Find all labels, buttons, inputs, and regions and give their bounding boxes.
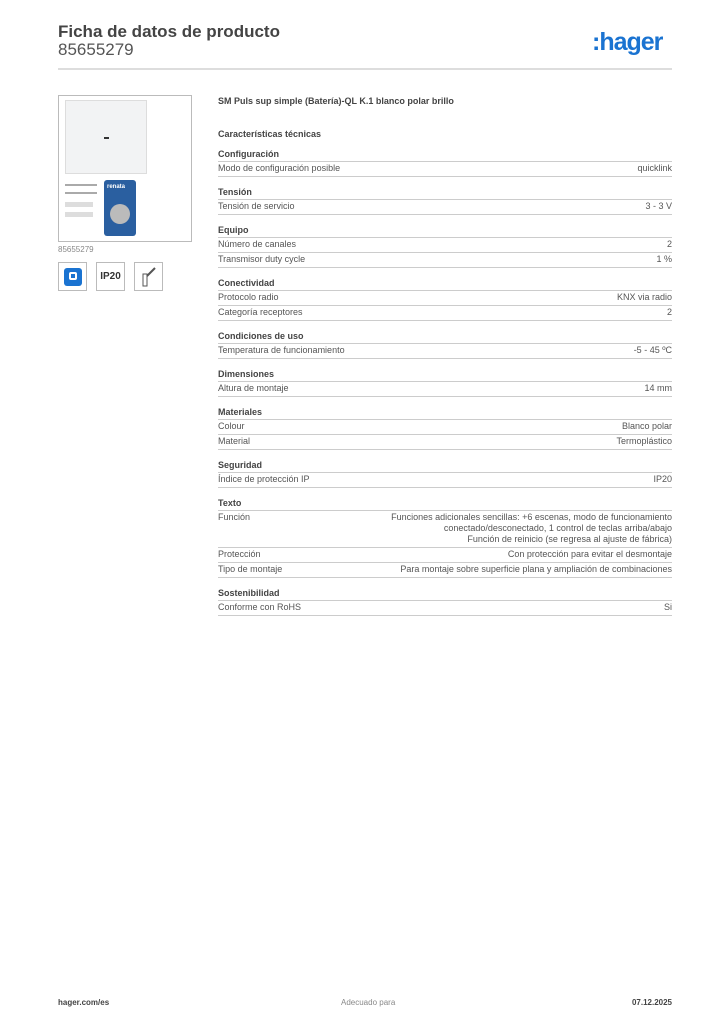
spec-row: [218, 238, 672, 253]
spec-label: Índice de protección IP: [218, 474, 310, 484]
spec-label: Función: [218, 512, 251, 522]
section-0: [218, 148, 672, 177]
section-8: [218, 497, 672, 578]
section-title: Sostenibilidad: [218, 587, 672, 601]
section-4: [218, 330, 672, 359]
spec-row: [218, 200, 672, 215]
page-title: Ficha de datos de producto: [58, 22, 280, 41]
spec-label: Modo de configuración posible: [218, 163, 341, 173]
spec-label: Tensión de servicio: [218, 201, 295, 211]
section-title: Materiales: [218, 406, 672, 420]
spec-value: [667, 239, 672, 250]
spec-value: [656, 254, 672, 265]
spec-row: [218, 548, 672, 563]
spec-value-line: 2: [666, 307, 672, 317]
spec-label: Colour: [218, 421, 245, 431]
spec-label: Conforme con RoHS: [218, 602, 302, 612]
spec-value-line: Blanco polar: [621, 421, 672, 431]
spec-row: [218, 306, 672, 321]
section-3: [218, 277, 672, 321]
spec-label: Material: [218, 436, 251, 446]
switch-plate: [65, 100, 147, 174]
characteristics-title: Características técnicas: [218, 129, 322, 139]
footer-date: 07.12.2025: [631, 998, 672, 1007]
spec-value-line: 2: [666, 239, 672, 249]
section-2: [218, 224, 672, 268]
section-title: Configuración: [218, 148, 672, 162]
coin-cell: [110, 204, 130, 224]
footer-note: Adecuado para: [341, 998, 396, 1007]
section-1: [218, 186, 672, 215]
section-5: [218, 368, 672, 397]
spec-value-line: 14 mm: [644, 383, 672, 393]
section-title: Tensión: [218, 186, 672, 200]
section-title: Texto: [218, 497, 672, 511]
spec-value-line: KNX via radio: [616, 292, 672, 302]
spec-label: Altura de montaje: [218, 383, 289, 393]
spec-value-line: quicklink: [637, 163, 672, 173]
spec-value: [617, 292, 672, 303]
battery: [104, 180, 136, 236]
section-6: [218, 406, 672, 450]
footer-website[interactable]: hager.com/es: [58, 998, 110, 1007]
spec-value: [645, 201, 672, 212]
spec-value: [644, 383, 672, 394]
product-image: [58, 95, 192, 242]
spec-value: [653, 474, 672, 485]
section-title: Equipo: [218, 224, 672, 238]
spec-row: [218, 253, 672, 268]
spec-row: [218, 420, 672, 435]
section-7: [218, 459, 672, 488]
spec-value: [391, 512, 672, 545]
spec-value-line: Termoplástico: [616, 436, 672, 446]
spec-row: [218, 435, 672, 450]
spec-row: [218, 291, 672, 306]
spec-row: [218, 601, 672, 616]
spec-label: Protocolo radio: [218, 292, 279, 302]
spec-value-line: Con protección para evitar el desmontaje: [507, 549, 672, 559]
product-number: 85655279: [58, 40, 134, 59]
spec-value: [634, 345, 672, 356]
image-number: 85655279: [58, 245, 94, 254]
spec-value: [400, 564, 672, 575]
product-name: SM Puls sup simple (Batería)-QL K.1 blanco polar brillo: [218, 96, 454, 106]
ip-label: IP20: [100, 271, 121, 282]
spec-value-line: conectado/desconectado, 1 control de teclas arriba/abajo: [443, 523, 672, 533]
spec-row: [218, 344, 672, 359]
spec-label: Protección: [218, 549, 261, 559]
spec-value: [637, 163, 672, 174]
spec-value-line: Función de reinicio (se regresa al ajuste de fábrica): [467, 534, 672, 544]
spec-value: [508, 549, 672, 560]
hager-logo: :hager: [592, 28, 663, 56]
spec-label: Temperatura de funcionamiento: [218, 345, 345, 355]
spec-value: [664, 602, 672, 613]
spec-row: [218, 563, 672, 578]
spec-row: [218, 382, 672, 397]
spec-value-line: 3 - 3 V: [645, 201, 672, 211]
dowel: [65, 202, 93, 207]
section-title: Conectividad: [218, 277, 672, 291]
ip20-icon: [96, 262, 125, 291]
led-indicator: [104, 137, 109, 139]
section-title: Condiciones de uso: [218, 330, 672, 344]
spec-label: Categoría receptores: [218, 307, 303, 317]
section-title: Dimensiones: [218, 368, 672, 382]
section-9: [218, 587, 672, 616]
mounting-icon: [134, 262, 163, 291]
header-divider: [58, 68, 672, 70]
spec-value-line: IP20: [653, 474, 672, 484]
spec-value: [667, 307, 672, 318]
spec-value-line: -5 - 45 ºC: [633, 345, 672, 355]
spec-value: [622, 421, 672, 432]
spec-row: [218, 162, 672, 177]
spec-row: [218, 511, 672, 548]
spec-value-line: Funciones adicionales sencillas: +6 escenas, modo de funcionamiento: [391, 512, 672, 522]
product-details: [218, 96, 672, 616]
dowel: [65, 212, 93, 217]
battery-brand: renata: [107, 184, 126, 190]
spec-label: Tipo de montaje: [218, 564, 283, 574]
spec-value: [616, 436, 672, 447]
spec-label: Número de canales: [218, 239, 297, 249]
spec-label: Transmisor duty cycle: [218, 254, 306, 264]
spec-value-line: Para montaje sobre superficie plana y ampliación de combinaciones: [400, 564, 672, 574]
spec-value-line: 1 %: [656, 254, 672, 264]
quicklink-icon: [58, 262, 87, 291]
section-title: Seguridad: [218, 459, 672, 473]
spec-value-line: Si: [663, 602, 672, 612]
spec-row: [218, 473, 672, 488]
screw: [65, 192, 97, 194]
screw: [65, 184, 97, 186]
